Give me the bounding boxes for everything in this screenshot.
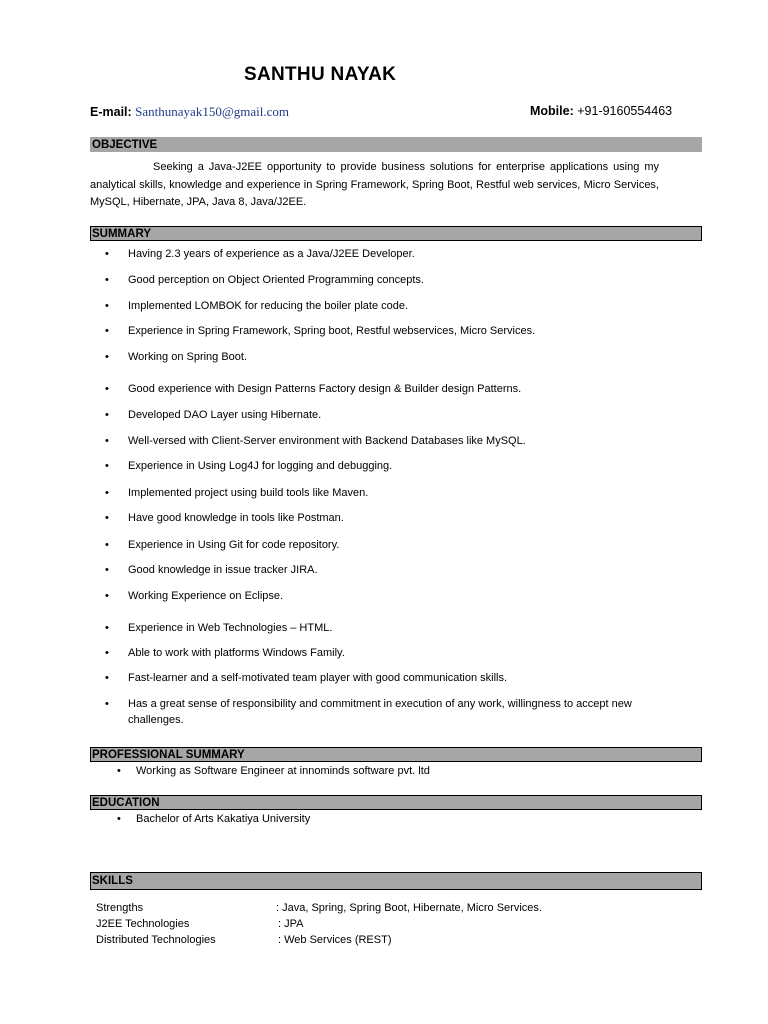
bullet-icon: • [105,248,109,260]
skill-key: Strengths [96,902,144,914]
bullet-icon: • [105,487,109,499]
bullet-icon: • [105,672,109,684]
skills-heading: SKILLS [90,872,702,890]
mobile-label: Mobile: [530,104,574,118]
bullet-icon: • [105,590,109,602]
education-heading: EDUCATION [90,795,702,810]
bullet-icon: • [105,622,109,634]
skill-value: : JPA [278,918,304,930]
skill-value: : Web Services (REST) [278,934,392,946]
bullet-icon: • [105,351,109,363]
bullet-icon: • [105,300,109,312]
bullet-icon: • [105,325,109,337]
skill-key: Distributed Technologies [96,934,216,946]
email-link[interactable]: Santhunayak150@gmail.com [135,104,290,119]
summary-heading: SUMMARY [90,226,702,241]
candidate-name: SANTHU NAYAK [244,64,397,85]
bullet-icon: • [117,765,121,777]
objective-heading: OBJECTIVE [90,137,702,152]
bullet-icon: • [105,274,109,286]
bullet-icon: • [105,460,109,472]
bullet-icon: • [105,409,109,421]
bullet-icon: • [105,539,109,551]
bullet-icon: • [105,564,109,576]
email-label: E-mail: [90,105,132,119]
professional-summary-heading: PROFESSIONAL SUMMARY [90,747,702,762]
mobile-line [530,104,672,118]
email-line [90,104,289,120]
bullet-icon: • [117,813,121,825]
bullet-icon: • [105,512,109,524]
bullet-icon: • [105,435,109,447]
mobile-number: +91-9160554463 [577,104,673,118]
bullet-icon: • [105,647,109,659]
bullet-icon: • [105,698,109,710]
skill-key: J2EE Technologies [96,918,190,930]
skill-value: : Java, Spring, Spring Boot, Hibernate, Micro Services. [276,902,542,914]
bullet-icon: • [105,383,109,395]
objective-text: Seeking a Java-J2EE opportunity to provide business solutions for enterprise applications using my analytical skills, knowledge and experience in Spring Framework, Spring Boot, Restful web services, Micro Services, MySQL, Hibernate, JPA, Java 8, Java/J2EE. [90,161,659,208]
resume-page: SANTHU NAYAK E-mail: Santhunayak150@gmail.com Mobile: +91-9160554463 OBJECTIVE Seeking a Java-J2EE opportunity to provide business solutions for enterprise applications using my analytical skills, knowledge and experience in Spring Framework, Spring Boot, Restful web services, Micro Services, MySQL, Hibernate, JPA, Java 8, Java/J2EE. SUMMARY • Having 2.3 years of experience as a Java/J2EE Developer. • Good perception on Object Oriented Programming concepts. • Implemented LOMBOK for reducing the boiler plate code. • Experience in Spring Framework, Spring boot, Restful webservices, Micro Services. • Working on Spring Boot. • Good experience with Design Patterns Factory design & Builder design Patterns. • Developed DAO Layer using Hibernate. • Well-versed with Client-Server environment with Backend Databases like MySQL. • Experience in Using Log4J for logging and debugging. • Implemented project using build tools like Maven. • Have good knowledge in tools like Postman. • Experience in Using Git for code repository. • Good knowledge in issue tracker JIRA. • Working Experience on Eclipse. • Experience in Web Technologies – HTML. • Able to work with platforms Windows Family. • Fast-learner and a self-motivated team player with good communication skills. • Has a great sense of responsibility and commitment in execution of any work, willingness to accept new challenges. PROFESSIONAL SUMMARY • Working as Software Engineer at innominds software pvt. ltd EDUCATION • Bachelor of Arts Kakatiya University SKILLS Strengths : Java, Spring, Spring Boot, Hibernate, Micro Services. J2EE Technologies : JPA Distributed Technologies : Web Services (REST) [0,0,768,1024]
